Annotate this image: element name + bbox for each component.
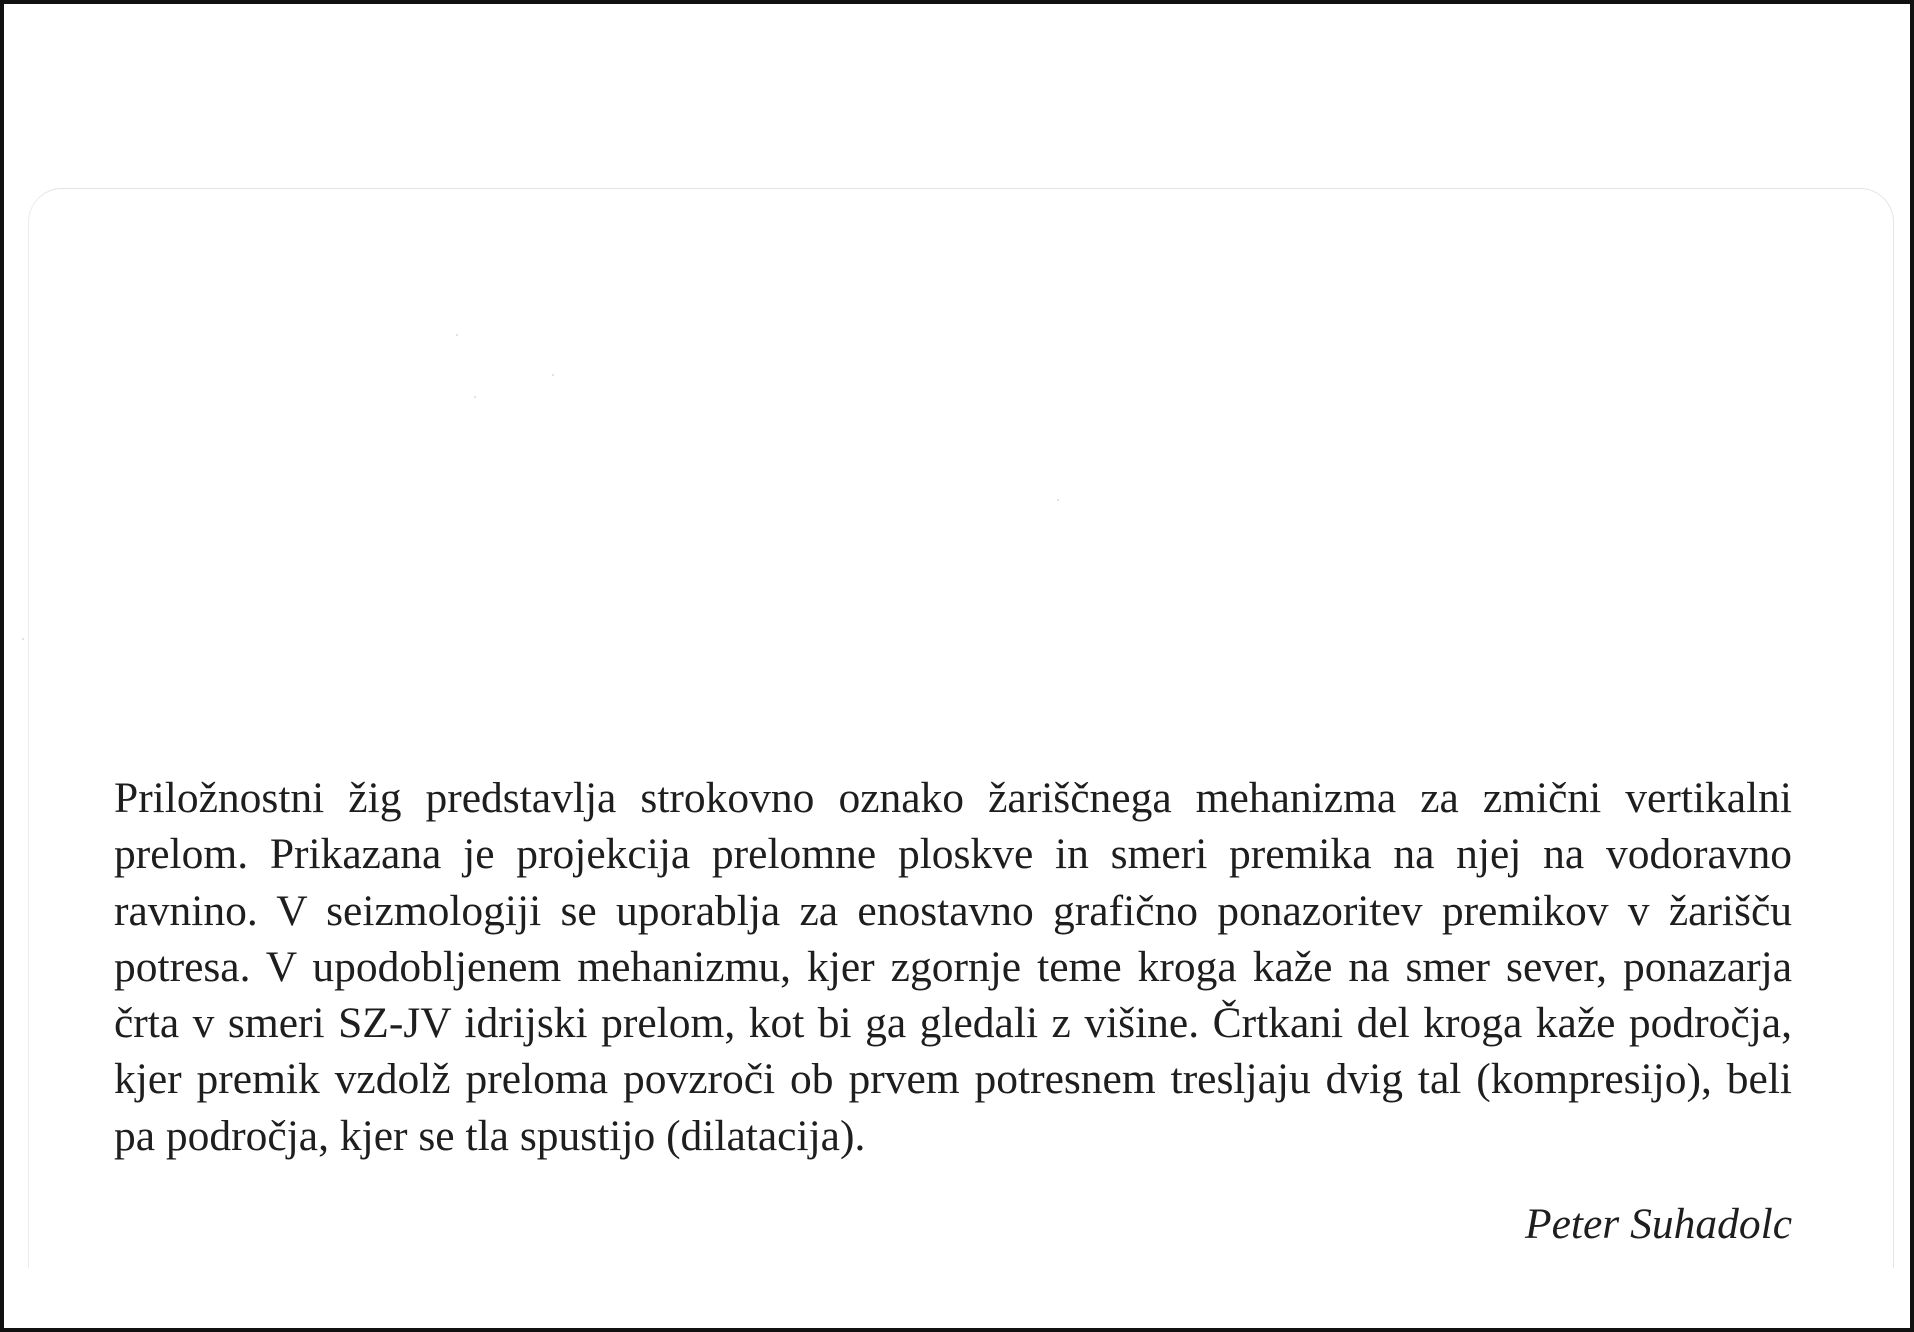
- paper-speck: [1057, 499, 1059, 501]
- paper-speck: [552, 374, 554, 376]
- description-paragraph: [114, 770, 1792, 1164]
- paper-speck: [474, 396, 476, 398]
- paragraph-line: črta v smeri SZ-JV idrijski prelom, kot bi ga gledali z višine. Črtkani del kroga kaže področja,: [114, 999, 1792, 1048]
- paper-speck: [22, 638, 24, 640]
- paragraph-line: Priložnostni žig predstavlja strokovno oznako žariščnega mehanizma za zmični vertikalni: [114, 774, 1792, 822]
- paper-speck: [456, 334, 458, 336]
- paragraph-line-last: pa področja, kjer se tla spustijo (dilatacija).: [114, 1111, 866, 1160]
- paragraph-line: potresa. V upodobljenem mehanizmu, kjer zgornje teme kroga kaže na smer sever, ponazarja: [114, 942, 1792, 991]
- paragraph-line: kjer premik vzdolž preloma povzroči ob prvem potresnem tresljaju dvig tal (kompresijo), beli: [114, 1055, 1792, 1104]
- paragraph-line: prelom. Prikazana je projekcija prelomne ploskve in smeri premika na njej na vodoravno: [114, 830, 1792, 879]
- author-signature: Peter Suhadolc: [1525, 1200, 1792, 1249]
- paragraph-line: ravnino. V seizmologiji se uporablja za enostavno grafično ponazoritev premikov v žarišču: [114, 886, 1792, 935]
- text-block: [114, 770, 1792, 1252]
